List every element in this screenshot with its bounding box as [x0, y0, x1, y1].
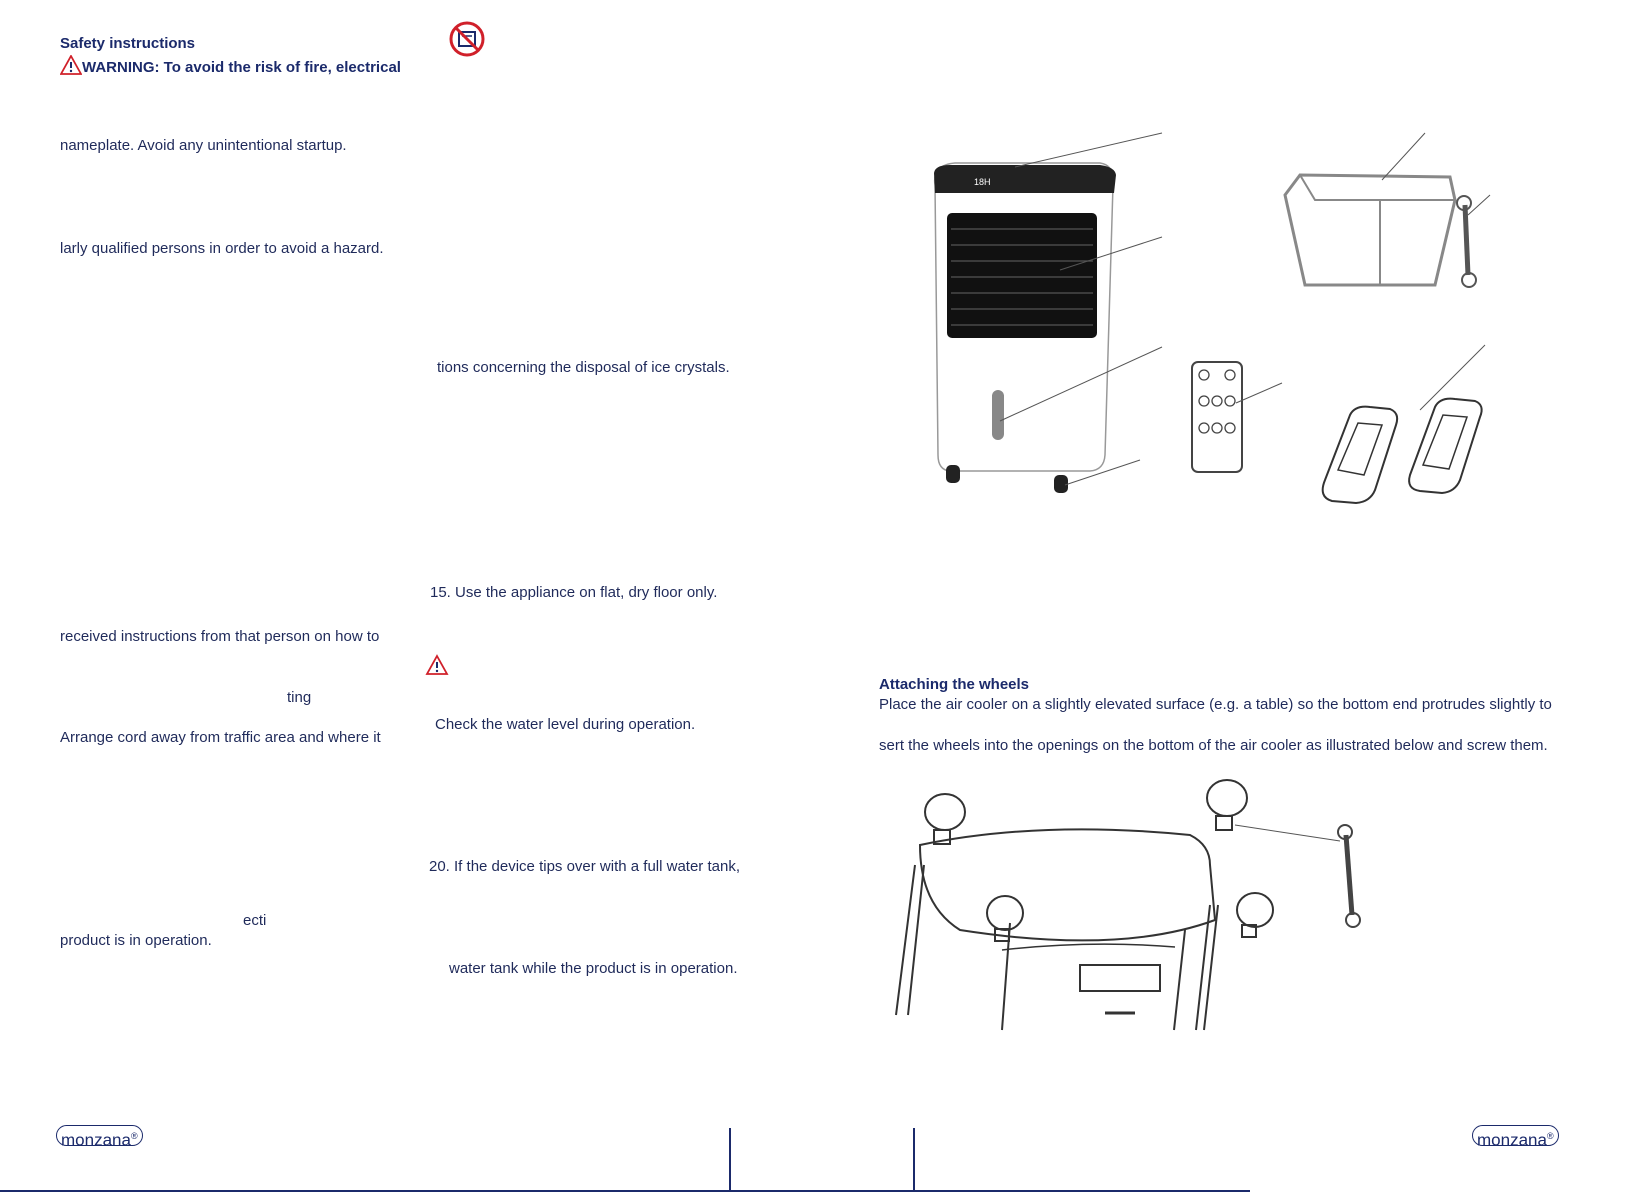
warning-triangle-icon [60, 55, 82, 75]
text-line: Check the water level during operation. [435, 716, 696, 733]
text-line: Place the air cooler on a slightly elevated surface (e.g. a table) so the bottom end protrudes slightly to [879, 696, 1552, 713]
text-line: sert the wheels into the openings on the bottom of the air cooler as illustrated below and screw them. [879, 737, 1548, 754]
wheel-icon [925, 794, 965, 844]
text-line: ting [287, 689, 312, 706]
air-cooler-illustration [934, 133, 1162, 493]
wrench-icon [1235, 825, 1360, 927]
text-line: tions concerning the disposal of ice crystals. [437, 359, 730, 376]
wheel-icon [1237, 893, 1273, 937]
text-line: water tank while the product is in operation. [449, 960, 738, 977]
section-heading: Safety instructions [60, 35, 196, 52]
warning-line [60, 55, 401, 77]
water-tank-basket-illustration [1285, 133, 1455, 285]
brand-logo: monzana® [1472, 1125, 1559, 1146]
display-readout: 18H [974, 177, 991, 187]
text-line: 15. Use the appliance on flat, dry floor only. [430, 584, 718, 601]
text-line: larly qualified persons in order to avoid a hazard. [60, 240, 384, 257]
product-parts-illustration [920, 125, 1520, 520]
text-line: ecti [243, 912, 267, 929]
text-line: nameplate. Avoid any unintentional startup. [60, 137, 347, 154]
wheel-icon [1207, 780, 1247, 830]
text-line: product is in operation. [60, 932, 212, 949]
no-freeze-prohibition-icon [448, 20, 486, 58]
warning-text: WARNING: To avoid the risk of fire, electrical [82, 59, 401, 76]
text-line: Arrange cord away from traffic area and where it [60, 729, 381, 746]
warning-triangle-icon [426, 655, 448, 675]
page-divider [729, 1128, 731, 1192]
wrench-icon [1457, 195, 1490, 287]
brand-logo: monzana® [56, 1125, 143, 1146]
page-divider [913, 1128, 915, 1192]
text-line: received instructions from that person on how to [60, 628, 380, 645]
ice-pack-illustration [1323, 345, 1485, 503]
remote-control-illustration [1192, 362, 1282, 472]
section-heading: Attaching the wheels [879, 676, 1030, 693]
wheels-assembly-illustration [890, 775, 1370, 1035]
text-line: 20. If the device tips over with a full water tank, [429, 858, 740, 875]
